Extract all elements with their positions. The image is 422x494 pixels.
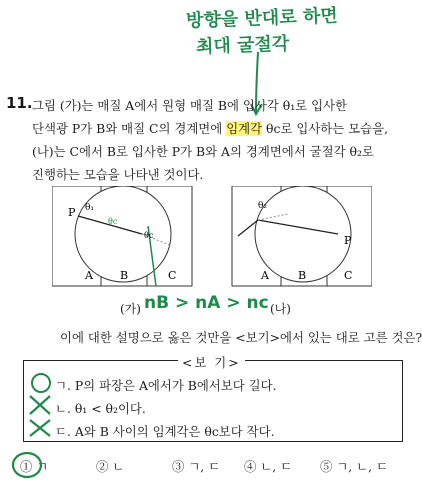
bogi-option-1: ㄱ. P의 파장은 A에서가 B에서보다 길다. <box>55 378 277 393</box>
question-line3: (나)는 C에서 B로 입사한 P가 B와 A의 경계면에서 굴절각 θ₂로 <box>32 144 374 159</box>
label-thetac-left: θc <box>144 231 154 240</box>
question-line2-a: 단색광 P가 B와 매질 C의 경계면에 <box>32 121 227 136</box>
label-theta2: θ₂ <box>258 201 268 211</box>
bogi-option-3: ㄷ. A와 B 사이의 임계각은 θc보다 작다. <box>55 424 275 439</box>
choice-4[interactable]: ④ ㄴ, ㄷ <box>244 459 293 474</box>
choice-5[interactable]: ⑤ ㄱ, ㄴ, ㄷ <box>320 459 388 474</box>
bogi-option-2: ㄴ. θ₁ < θ₂이다. <box>55 401 146 416</box>
choice-3[interactable]: ③ ㄱ, ㄷ <box>172 459 221 474</box>
label-b-left: B <box>120 269 129 282</box>
highlighted-term: 임계각 <box>226 121 263 136</box>
caption-ga: (가) <box>120 302 141 316</box>
label-c-right: C <box>344 269 353 282</box>
question-prompt: 이에 대한 설명으로 옳은 것만을 <보기>에서 있는 대로 고른 것은? <box>60 330 422 345</box>
caption-na: (나) <box>270 302 291 316</box>
choice-2[interactable]: ② ㄴ <box>96 459 125 474</box>
label-p-right: P <box>344 234 352 247</box>
handwritten-refractive-index: nB > nA > nc <box>144 293 269 313</box>
label-c-left: C <box>168 269 177 282</box>
handwritten-note-line2: 최대 굴절각 <box>195 33 290 58</box>
label-p-left: P <box>68 206 76 219</box>
label-thetac-hw: θc <box>108 217 118 226</box>
label-b-right: B <box>298 269 307 282</box>
question-line1: 그림 (가)는 매질 A에서 원형 매질 B에 입사각 θ₁로 입사한 <box>32 98 347 113</box>
optics-figure <box>52 186 372 306</box>
question-line2-b: θc로 입사하는 모습을, <box>262 121 389 136</box>
question-line4: 진행하는 모습을 나타낸 것이다. <box>32 167 204 182</box>
label-a-left: A <box>85 269 93 282</box>
question-number: 11. <box>6 94 33 112</box>
choice-1[interactable]: ① ㄱ <box>20 459 49 474</box>
bogi-title: <보 기> <box>178 353 245 371</box>
label-theta1: θ₁ <box>85 203 95 213</box>
question-line2 <box>32 119 388 137</box>
handwritten-note-line1: 방향을 반대로 하면 <box>185 5 339 32</box>
label-a-right: A <box>261 269 269 282</box>
